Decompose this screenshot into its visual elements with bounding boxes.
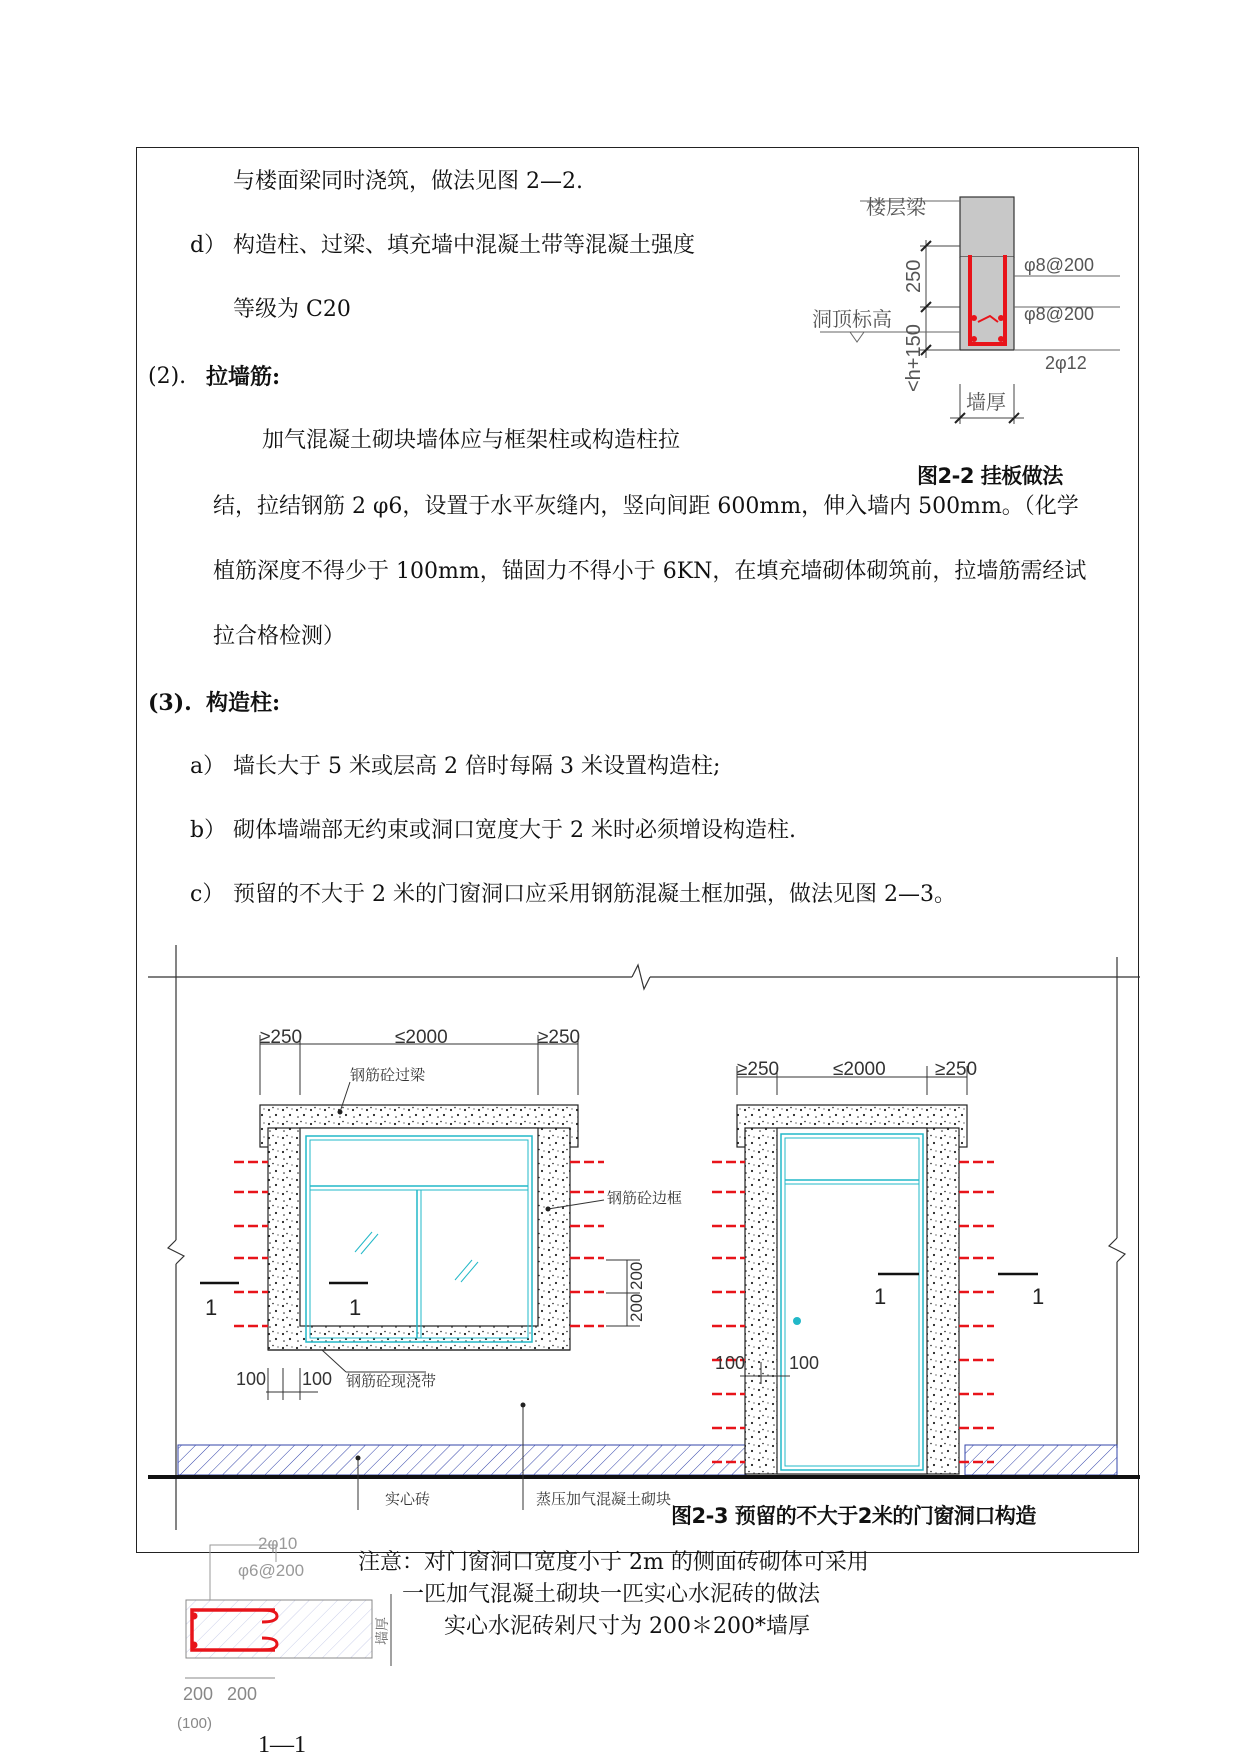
dim-left-ge250-a: ≥250 (260, 1027, 303, 1048)
detail-wall-label: 墙厚 (374, 1617, 390, 1645)
label-band: 钢筋砼现浇带 (346, 1373, 437, 1390)
continuation-line: 与楼面梁同时浇筑，做法见图 2—2. (233, 169, 583, 194)
note-line2: 一匹加气混凝土砌块一匹实心水泥砖的做法 (402, 1582, 821, 1607)
section-detail-title: 1—1 (258, 1732, 306, 1758)
section2-para-line4: 拉合格检测） (213, 624, 346, 649)
fig22-label-beam: 楼层梁 (866, 197, 926, 219)
section2-para-line1: 加气混凝土砌块墙体应与框架柱或构造柱拉 (262, 428, 681, 453)
detail-dim-200-a: 200 (183, 1684, 214, 1704)
item-d-line2: 等级为 C20 (233, 297, 351, 322)
dim-100-c: 100 (715, 1353, 746, 1373)
solid-brick-base (178, 1445, 746, 1475)
item-d-line1: 构造柱、过梁、填充墙中混凝土带等混凝土强度 (233, 233, 696, 258)
label-lintel: 钢筋砼过梁 (350, 1067, 426, 1084)
dim-200-b: 200 (627, 1293, 646, 1322)
dim-right-ge250-b: ≥250 (935, 1059, 978, 1080)
note-line3: 实心水泥砖剁尺寸为 200＊200*墙厚 (444, 1614, 810, 1639)
note-line1: 注意：对门窗洞口宽度小于 2m 的侧面砖砌体可采用 (358, 1550, 869, 1575)
dim-200-a: 200 (627, 1261, 646, 1290)
item-a-marker: a） (190, 754, 226, 779)
dim-100-d: 100 (789, 1353, 820, 1373)
detail-rebar-top: 2φ10 (258, 1534, 298, 1553)
item-b-text: 砌体墙端部无约束或洞口宽度大于 2 米时必须增设构造柱. (233, 818, 796, 843)
solid-brick-base-right (965, 1445, 1117, 1475)
section2-para-line2: 结，拉结钢筋 2 φ6，设置于水平灰缝内，竖向间距 600mm，伸入墙内 500mm。（化学 (213, 494, 1079, 519)
section3-title: 构造柱: (206, 690, 281, 716)
label-aac-block: 蒸压加气混凝土砌块 (536, 1491, 672, 1508)
section-mark-1c: 1 (874, 1284, 887, 1309)
fig23-caption: 图2-3 预留的不大于2米的门窗洞口构造 (671, 1504, 1036, 1528)
dim-left-ge250-b: ≥250 (538, 1027, 581, 1048)
label-solid-brick: 实心砖 (385, 1491, 431, 1508)
section-mark-1d: 1 (1032, 1284, 1045, 1309)
item-a-text: 墙长大于 5 米或层高 2 倍时每隔 3 米设置构造柱; (233, 754, 721, 779)
dim-100-a: 100 (236, 1369, 267, 1389)
dim-100-b: 100 (302, 1369, 333, 1389)
dim-left-le2000: ≤2000 (395, 1027, 448, 1048)
item-d-marker: d） (190, 233, 227, 258)
fig22-dim-150: <h+150 (903, 324, 925, 392)
section-mark-1a: 1 (205, 1295, 218, 1320)
fig22-rebar-2: φ8@200 (1024, 304, 1094, 324)
item-b-marker: b） (190, 818, 227, 843)
dim-right-le2000: ≤2000 (833, 1059, 886, 1080)
door-handle (793, 1317, 801, 1325)
section-mark-1b: 1 (349, 1295, 362, 1320)
section2-number: (2). (148, 364, 187, 389)
item-c-marker: c） (190, 882, 225, 907)
detail-rebar-stirrup: φ6@200 (238, 1561, 305, 1580)
section2-title: 拉墙筋: (206, 364, 281, 390)
item-c-text: 预留的不大于 2 米的门窗洞口应采用钢筋混凝土框加强，做法见图 2—3。 (233, 882, 956, 907)
section2-para-line3: 植筋深度不得少于 100mm，锚固力不得小于 6KN，在填充墙砌体砌筑前，拉墙筋需经试 (213, 559, 1087, 584)
fig22-label-wall-thickness: 墙厚 (966, 392, 1006, 414)
section3-number: (3). (148, 690, 192, 716)
fig22-label-opening-top: 洞顶标高 (812, 309, 892, 331)
fig22-dim-250: 250 (903, 259, 925, 293)
label-side-frame: 钢筋砼边框 (607, 1190, 683, 1207)
detail-dim-100: (100) (177, 1715, 213, 1732)
fig22-rebar-1: φ8@200 (1024, 255, 1094, 275)
detail-dim-200-b: 200 (227, 1684, 258, 1704)
fig22-rebar-3: 2φ12 (1045, 353, 1087, 373)
dim-right-ge250-a: ≥250 (737, 1059, 780, 1080)
fig22-caption: 图2-2 挂板做法 (917, 464, 1063, 488)
